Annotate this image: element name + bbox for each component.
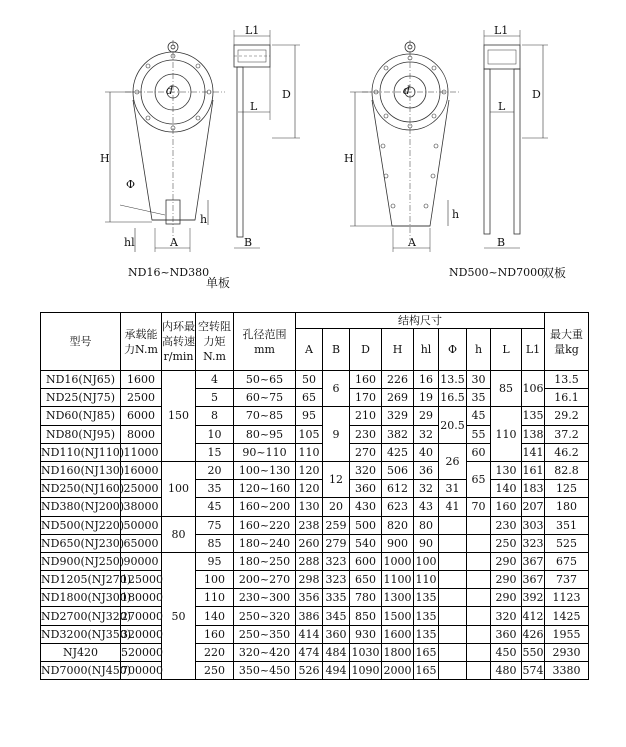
- cell-L: 290: [491, 571, 522, 589]
- cell-H: 820: [382, 516, 414, 534]
- dim-H-double: H: [344, 152, 354, 165]
- col-speed: 内环最高转速r/min: [162, 313, 196, 371]
- cell-weight: 1955: [545, 625, 589, 643]
- cell-model: ND25(NJ75): [41, 389, 121, 407]
- cell-idle: 160: [196, 625, 234, 643]
- cell-phi: 13.5: [439, 371, 467, 389]
- cell-idle: 220: [196, 643, 234, 661]
- cell-bore: 180~240: [234, 534, 296, 552]
- cell-L: 160: [491, 498, 522, 516]
- cell-B: 12: [323, 461, 350, 497]
- col-L1: L1: [522, 329, 545, 371]
- cell-L: 250: [491, 534, 522, 552]
- cell-h: 30: [467, 371, 491, 389]
- cell-weight: 125: [545, 480, 589, 498]
- cell-bore: 350~450: [234, 662, 296, 680]
- cell-H: 382: [382, 425, 414, 443]
- cell-L1: 141: [522, 443, 545, 461]
- cell-bore: 70~85: [234, 407, 296, 425]
- cell-B: 484: [323, 643, 350, 661]
- cell-weight: 1425: [545, 607, 589, 625]
- col-weight: 最大重量kg: [545, 313, 589, 371]
- cell-H: 425: [382, 443, 414, 461]
- cell-L1: 106: [522, 371, 545, 407]
- cell-A: 238: [296, 516, 323, 534]
- cell-L1: 367: [522, 552, 545, 570]
- cell-torque: 38000: [121, 498, 162, 516]
- cell-bore: 80~95: [234, 425, 296, 443]
- cell-model: ND160(NJ130): [41, 461, 121, 479]
- table-row: [41, 516, 589, 534]
- table-row: [41, 534, 589, 552]
- dim-d-double: d: [403, 84, 411, 97]
- cell-hl: 135: [414, 625, 439, 643]
- cell-idle: 250: [196, 662, 234, 680]
- table-row: [41, 571, 589, 589]
- table-row: [41, 498, 589, 516]
- cell-torque: 8000: [121, 425, 162, 443]
- cell-hl: 165: [414, 643, 439, 661]
- cell-phi: [439, 571, 467, 589]
- cell-idle: 85: [196, 534, 234, 552]
- cell-hl: 32: [414, 425, 439, 443]
- cell-hl: 36: [414, 461, 439, 479]
- cell-torque: 700000: [121, 662, 162, 680]
- cell-D: 780: [350, 589, 382, 607]
- cell-L1: 303: [522, 516, 545, 534]
- cell-B: 345: [323, 607, 350, 625]
- cell-h: [467, 607, 491, 625]
- cell-hl: 110: [414, 571, 439, 589]
- cell-A: 288: [296, 552, 323, 570]
- cell-hl: 29: [414, 407, 439, 425]
- cell-weight: 16.1: [545, 389, 589, 407]
- cell-D: 170: [350, 389, 382, 407]
- cell-torque: 16000: [121, 461, 162, 479]
- cell-H: 1800: [382, 643, 414, 661]
- col-struct: 结构尺寸: [296, 313, 545, 329]
- col-torque: 承载能力N.m: [121, 313, 162, 371]
- col-A: A: [296, 329, 323, 371]
- caption-model-double: ND500~ND7000: [449, 266, 545, 279]
- dim-L1-double: L1: [494, 24, 509, 37]
- dim-A-single: A: [170, 236, 178, 249]
- cell-L1: 135: [522, 407, 545, 425]
- cell-idle: 95: [196, 552, 234, 570]
- cell-hl: 135: [414, 589, 439, 607]
- cell-D: 430: [350, 498, 382, 516]
- cell-hl: 32: [414, 480, 439, 498]
- cell-hl: 100: [414, 552, 439, 570]
- cell-weight: 525: [545, 534, 589, 552]
- cell-model: ND250(NJ160): [41, 480, 121, 498]
- cell-A: 105: [296, 425, 323, 443]
- cell-L: 130: [491, 461, 522, 479]
- cell-hl: 80: [414, 516, 439, 534]
- dim-phi-single: Φ: [126, 178, 136, 191]
- dim-B-double: B: [497, 236, 506, 249]
- cell-L: 290: [491, 589, 522, 607]
- cell-torque: 270000: [121, 607, 162, 625]
- cell-L: 85: [491, 371, 522, 407]
- cell-weight: 1123: [545, 589, 589, 607]
- cell-B: 494: [323, 662, 350, 680]
- cell-phi: 20.5: [439, 407, 467, 443]
- cell-idle: 10: [196, 425, 234, 443]
- cell-H: 623: [382, 498, 414, 516]
- cell-model: ND1205(NJ270): [41, 571, 121, 589]
- cell-A: 120: [296, 461, 323, 479]
- cell-H: 1600: [382, 625, 414, 643]
- cell-bore: 60~75: [234, 389, 296, 407]
- cell-h: [467, 589, 491, 607]
- cell-speed: 150: [162, 371, 196, 462]
- col-h: h: [467, 329, 491, 371]
- cell-A: 526: [296, 662, 323, 680]
- cell-weight: 675: [545, 552, 589, 570]
- cell-h: [467, 662, 491, 680]
- cell-phi: [439, 607, 467, 625]
- cell-speed: 50: [162, 552, 196, 679]
- cell-D: 360: [350, 480, 382, 498]
- cell-weight: 737: [545, 571, 589, 589]
- cell-A: 414: [296, 625, 323, 643]
- dim-L-single: L: [250, 100, 258, 113]
- cell-A: 386: [296, 607, 323, 625]
- cell-L: 230: [491, 516, 522, 534]
- cell-bore: 250~350: [234, 625, 296, 643]
- table-row: [41, 589, 589, 607]
- cell-bore: 320~420: [234, 643, 296, 661]
- cell-idle: 35: [196, 480, 234, 498]
- cell-B: 259: [323, 516, 350, 534]
- cell-L1: 161: [522, 461, 545, 479]
- cell-phi: [439, 552, 467, 570]
- cell-hl: 43: [414, 498, 439, 516]
- cell-B: 323: [323, 552, 350, 570]
- cell-model: ND650(NJ230): [41, 534, 121, 552]
- dim-H-single: H: [100, 152, 110, 165]
- cell-weight: 82.8: [545, 461, 589, 479]
- cell-model: ND60(NJ85): [41, 407, 121, 425]
- cell-L: 140: [491, 480, 522, 498]
- dim-D-single: D: [282, 88, 291, 101]
- cell-bore: 160~220: [234, 516, 296, 534]
- cell-h: 70: [467, 498, 491, 516]
- table-row: [41, 552, 589, 570]
- cell-idle: 100: [196, 571, 234, 589]
- col-model: 型号: [41, 313, 121, 371]
- cell-idle: 45: [196, 498, 234, 516]
- cell-bore: 160~200: [234, 498, 296, 516]
- cell-A: 474: [296, 643, 323, 661]
- cell-L: 320: [491, 607, 522, 625]
- cell-A: 110: [296, 443, 323, 461]
- cell-L1: 392: [522, 589, 545, 607]
- dim-h-double: h: [452, 208, 460, 221]
- cell-torque: 1600: [121, 371, 162, 389]
- cell-A: 95: [296, 407, 323, 425]
- cell-model: ND3200(NJ350): [41, 625, 121, 643]
- cell-H: 329: [382, 407, 414, 425]
- cell-weight: 37.2: [545, 425, 589, 443]
- cell-weight: 180: [545, 498, 589, 516]
- cell-torque: 2500: [121, 389, 162, 407]
- cell-phi: 31: [439, 480, 467, 498]
- cell-h: [467, 643, 491, 661]
- table-row: [41, 407, 589, 425]
- cell-H: 900: [382, 534, 414, 552]
- cell-A: 120: [296, 480, 323, 498]
- cell-D: 540: [350, 534, 382, 552]
- cell-L1: 426: [522, 625, 545, 643]
- cell-weight: 3380: [545, 662, 589, 680]
- cell-phi: [439, 625, 467, 643]
- cell-B: 323: [323, 571, 350, 589]
- col-idle: 空转阻力矩N.m: [196, 313, 234, 371]
- cell-D: 320: [350, 461, 382, 479]
- cell-bore: 120~160: [234, 480, 296, 498]
- cell-bore: 180~250: [234, 552, 296, 570]
- col-H: H: [382, 329, 414, 371]
- cell-torque: 50000: [121, 516, 162, 534]
- cell-hl: 40: [414, 443, 439, 461]
- single-plate-side-view: [234, 30, 300, 248]
- cell-D: 1090: [350, 662, 382, 680]
- cell-L1: 574: [522, 662, 545, 680]
- cell-h: 55: [467, 425, 491, 443]
- cell-h: [467, 552, 491, 570]
- cell-H: 2000: [382, 662, 414, 680]
- cell-L1: 207: [522, 498, 545, 516]
- cell-weight: 351: [545, 516, 589, 534]
- cell-B: 279: [323, 534, 350, 552]
- cell-B: 20: [323, 498, 350, 516]
- cell-model: ND380(NJ200): [41, 498, 121, 516]
- cell-speed: 80: [162, 516, 196, 552]
- cell-L1: 412: [522, 607, 545, 625]
- cell-h: [467, 571, 491, 589]
- cell-hl: 165: [414, 662, 439, 680]
- cell-torque: 11000: [121, 443, 162, 461]
- cell-h: [467, 534, 491, 552]
- cell-model: ND900(NJ250): [41, 552, 121, 570]
- cell-L1: 183: [522, 480, 545, 498]
- cell-L: 290: [491, 552, 522, 570]
- cell-weight: 29.2: [545, 407, 589, 425]
- cell-D: 650: [350, 571, 382, 589]
- cell-L: 360: [491, 625, 522, 643]
- cell-idle: 8: [196, 407, 234, 425]
- table-row: [41, 607, 589, 625]
- dim-D-double: D: [532, 88, 541, 101]
- cell-L: 480: [491, 662, 522, 680]
- dim-L-double: L: [498, 100, 506, 113]
- double-plate-front-view: [350, 40, 460, 252]
- cell-L1: 367: [522, 571, 545, 589]
- cell-model: ND2700(NJ320): [41, 607, 121, 625]
- table-row: [41, 662, 589, 680]
- cell-torque: 25000: [121, 480, 162, 498]
- cell-B: 6: [323, 371, 350, 407]
- cell-B: 335: [323, 589, 350, 607]
- caption-model-single: ND16~ND380: [128, 266, 210, 279]
- cell-h: 65: [467, 461, 491, 497]
- cell-phi: 41: [439, 498, 467, 516]
- cell-torque: 90000: [121, 552, 162, 570]
- dim-h-single: h: [200, 213, 208, 226]
- cell-A: 50: [296, 371, 323, 389]
- dim-A-double: A: [408, 236, 416, 249]
- cell-torque: 125000: [121, 571, 162, 589]
- cell-torque: 65000: [121, 534, 162, 552]
- cell-A: 356: [296, 589, 323, 607]
- table-row: [41, 461, 589, 479]
- cell-A: 260: [296, 534, 323, 552]
- cell-torque: 520000: [121, 643, 162, 661]
- cell-hl: 135: [414, 607, 439, 625]
- double-plate-side-view: [484, 30, 548, 248]
- cell-H: 269: [382, 389, 414, 407]
- cell-phi: [439, 662, 467, 680]
- cell-L1: 550: [522, 643, 545, 661]
- cell-A: 298: [296, 571, 323, 589]
- cell-phi: [439, 589, 467, 607]
- col-bore: 孔径范围mm: [234, 313, 296, 371]
- cell-idle: 110: [196, 589, 234, 607]
- cell-phi: [439, 643, 467, 661]
- cell-idle: 75: [196, 516, 234, 534]
- col-L: L: [491, 329, 522, 371]
- caption-type-single: 单板: [206, 276, 231, 290]
- cell-hl: 90: [414, 534, 439, 552]
- cell-h: [467, 516, 491, 534]
- cell-model: ND80(NJ95): [41, 425, 121, 443]
- cell-weight: 2930: [545, 643, 589, 661]
- cell-D: 500: [350, 516, 382, 534]
- spec-table: [40, 312, 589, 680]
- technical-drawings: [0, 0, 626, 300]
- table-row: [41, 625, 589, 643]
- cell-B: 360: [323, 625, 350, 643]
- cell-bore: 100~130: [234, 461, 296, 479]
- col-D: D: [350, 329, 382, 371]
- cell-D: 270: [350, 443, 382, 461]
- cell-weight: 46.2: [545, 443, 589, 461]
- cell-bore: 50~65: [234, 371, 296, 389]
- dim-B-single: B: [244, 236, 253, 249]
- cell-D: 600: [350, 552, 382, 570]
- cell-H: 506: [382, 461, 414, 479]
- cell-D: 160: [350, 371, 382, 389]
- cell-torque: 180000: [121, 589, 162, 607]
- cell-phi: [439, 516, 467, 534]
- cell-L1: 138: [522, 425, 545, 443]
- cell-phi: 16.5: [439, 389, 467, 407]
- col-phi: Φ: [439, 329, 467, 371]
- cell-L: 450: [491, 643, 522, 661]
- cell-idle: 15: [196, 443, 234, 461]
- cell-D: 210: [350, 407, 382, 425]
- cell-bore: 230~300: [234, 589, 296, 607]
- cell-idle: 20: [196, 461, 234, 479]
- cell-L1: 323: [522, 534, 545, 552]
- cell-weight: 13.5: [545, 371, 589, 389]
- cell-phi: [439, 534, 467, 552]
- cell-D: 850: [350, 607, 382, 625]
- cell-model: NJ420: [41, 643, 121, 661]
- cell-A: 130: [296, 498, 323, 516]
- cell-phi: 26: [439, 443, 467, 479]
- cell-model: ND500(NJ220): [41, 516, 121, 534]
- cell-idle: 140: [196, 607, 234, 625]
- dim-L1-single: L1: [245, 24, 260, 37]
- cell-model: ND16(NJ65): [41, 371, 121, 389]
- table-row: [41, 371, 589, 389]
- dim-hl-single: hl: [124, 236, 135, 249]
- cell-H: 1300: [382, 589, 414, 607]
- cell-bore: 250~320: [234, 607, 296, 625]
- cell-torque: 320000: [121, 625, 162, 643]
- cell-H: 1500: [382, 607, 414, 625]
- drawings-svg: [0, 0, 626, 300]
- cell-L: 110: [491, 407, 522, 462]
- table-row: [41, 643, 589, 661]
- cell-model: ND110(NJ110): [41, 443, 121, 461]
- cell-D: 930: [350, 625, 382, 643]
- cell-H: 1000: [382, 552, 414, 570]
- cell-idle: 5: [196, 389, 234, 407]
- cell-D: 230: [350, 425, 382, 443]
- cell-model: ND7000(NJ450): [41, 662, 121, 680]
- cell-h: 45: [467, 407, 491, 425]
- cell-model: ND1800(NJ300): [41, 589, 121, 607]
- cell-h: [467, 625, 491, 643]
- header-row-1: [41, 313, 589, 329]
- cell-A: 65: [296, 389, 323, 407]
- col-hl: hl: [414, 329, 439, 371]
- cell-H: 1100: [382, 571, 414, 589]
- cell-bore: 200~270: [234, 571, 296, 589]
- cell-idle: 4: [196, 371, 234, 389]
- table-row: [41, 480, 589, 498]
- cell-H: 226: [382, 371, 414, 389]
- cell-bore: 90~110: [234, 443, 296, 461]
- caption-type-double: 双板: [542, 266, 567, 280]
- cell-speed: 100: [162, 461, 196, 516]
- cell-B: 9: [323, 407, 350, 462]
- cell-hl: 19: [414, 389, 439, 407]
- cell-h: 35: [467, 389, 491, 407]
- cell-hl: 16: [414, 371, 439, 389]
- cell-D: 1030: [350, 643, 382, 661]
- col-B: B: [323, 329, 350, 371]
- dim-d-single: d: [166, 84, 174, 97]
- cell-h: 60: [467, 443, 491, 461]
- cell-H: 612: [382, 480, 414, 498]
- cell-torque: 6000: [121, 407, 162, 425]
